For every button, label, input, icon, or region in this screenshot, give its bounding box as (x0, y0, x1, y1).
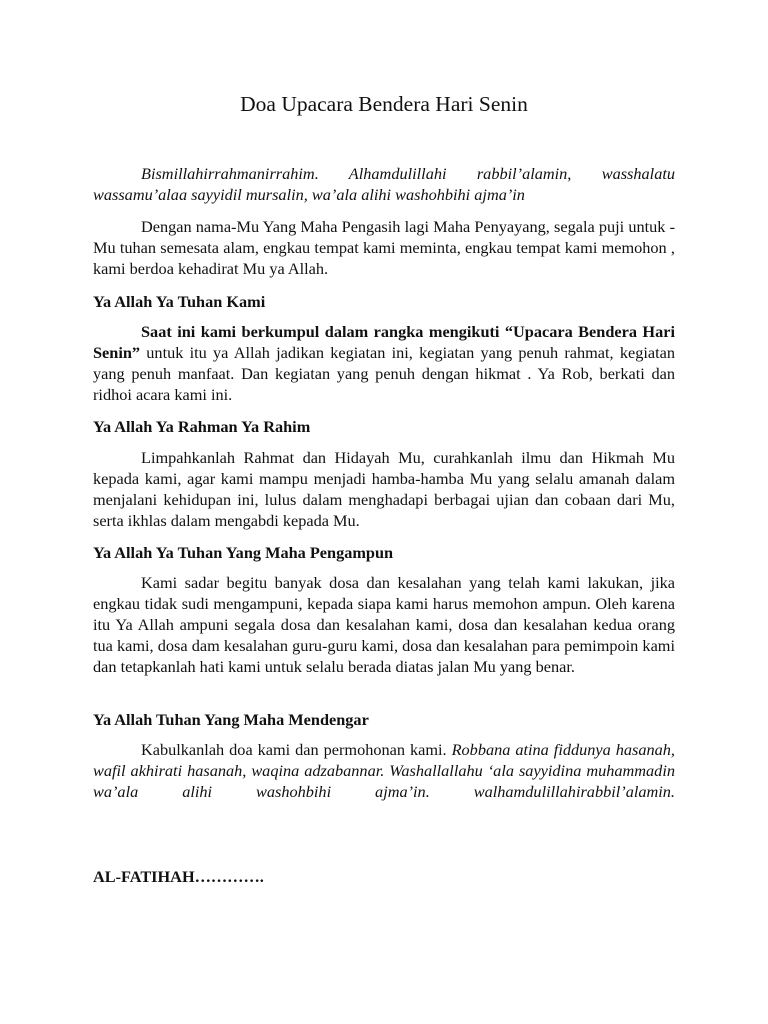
heading-ya-rahman-ya-rahim: Ya Allah Ya Rahman Ya Rahim (93, 417, 311, 436)
opening-prayer: Bismillahirrahmanirrahim. Alhamdulillahi rabbil’alamin, wasshalatu wassamu’alaa sayyidil mursalin, wa’ala alihi washohbihi ajma’in (93, 164, 675, 204)
paragraph-5 (93, 740, 675, 803)
paragraph-4: Kami sadar begitu banyak dosa dan kesalahan yang telah kami lakukan, jika engkau tidak sudi mengampuni, kepada siapa kami harus memohon ampun. Oleh karena itu Ya Allah ampuni segala dosa dan kesalahan kami, dosa dan kesalahan kedua orang tua kami, dosa dam kesalahan guru-guru kami, dosa dan kesalahan para pemimpoin kami dan tetapkanlah hati kami untuk selalu berada diatas jalan Mu yang benar. (93, 573, 675, 676)
heading-maha-mendengar: Ya Allah Tuhan Yang Maha Mendengar (93, 710, 369, 729)
closing-al-fatihah: AL-FATIHAH…………. (93, 867, 264, 886)
paragraph-5-text: Kabulkanlah doa kami dan permohonan kami. (141, 740, 452, 759)
paragraph-3: Limpahkanlah Rahmat dan Hidayah Mu, curahkanlah ilmu dan Hikmah Mu kepada kami, agar kami mampu menjadi hamba-hamba Mu yang selalu amanah dalam menjalani kehidupan ini, lulus dalam menghadapi berbagai ujian dan cobaan dari Mu, serta ikhlas dalam mengabdi kepada Mu. (93, 448, 675, 530)
heading-maha-pengampun: Ya Allah Ya Tuhan Yang Maha Pengampun (93, 543, 394, 562)
paragraph-1: Dengan nama-Mu Yang Maha Pengasih lagi Maha Penyayang, segala puji untuk -Mu tuhan semesata alam, engkau tempat kami meminta, engkau tempat kami memohon , kami berdoa kehadirat Mu ya Allah. (93, 217, 675, 278)
heading-ya-allah-ya-tuhan-kami: Ya Allah Ya Tuhan Kami (93, 292, 266, 311)
document-title: Doa Upacara Bendera Hari Senin (240, 92, 528, 116)
paragraph-2 (93, 322, 675, 406)
paragraph-5-italic-text: Robbana atina fiddunya hasanah, wafil akhirati hasanah, waqina adzabannar. Washallallahu ‘ala sayyidina muhammadin wa’ala alihi washohbihi ajma’in. walhamdulillahirabbil’alamin. (93, 740, 675, 801)
paragraph-2-text: untuk itu ya Allah jadikan kegiatan ini, kegiatan yang penuh rahmat, kegiatan yang penuh manfaat. Dan kegiatan yang penuh dengan hikmat . Ya Rob, berkati dan ridhoi acara kami ini. (93, 342, 675, 404)
paragraph-2-bold-text: Saat ini kami berkumpul dalam rangka mengikuti “Upacara Bendera Hari Senin” (93, 322, 675, 362)
